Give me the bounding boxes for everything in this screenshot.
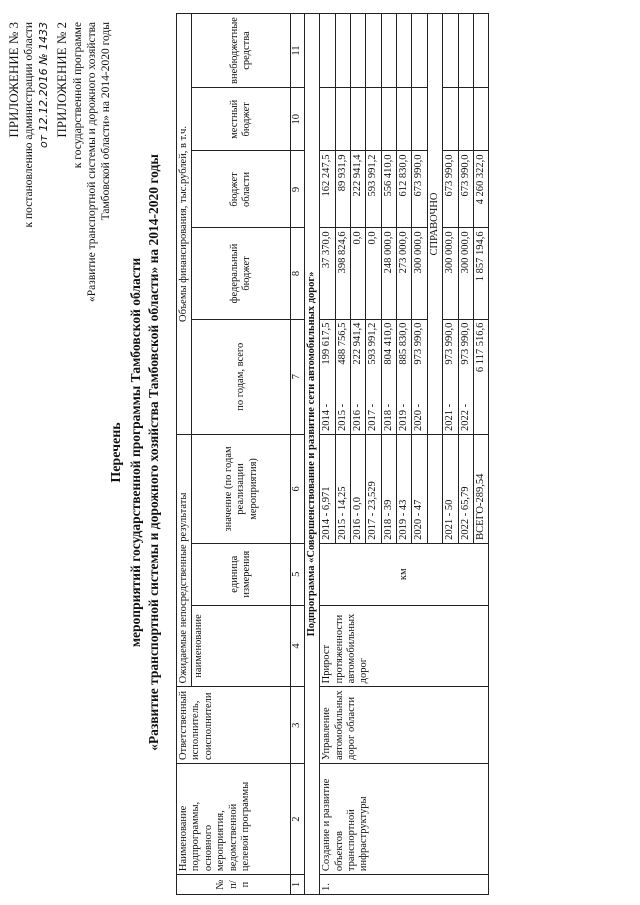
- title-line3: «Развитие транспортной системы и дорожного хозяйства Тамбовской области» на 2014-2020 годы: [146, 154, 162, 751]
- appendix-3-line2: от 12.12.2016 № 1433: [36, 22, 50, 149]
- appendix-3-title: ПРИЛОЖЕНИЕ № 3: [6, 22, 21, 138]
- year-label: 2019: [398, 409, 409, 431]
- federal-cell: 300 000,0: [412, 228, 427, 319]
- offbudget-cell: [458, 14, 473, 88]
- header-regional: бюджет области: [192, 151, 291, 228]
- total-cell: 2019 - 885 830,0: [397, 319, 412, 434]
- regional-cell: 612 830,0: [397, 151, 412, 228]
- year-label: 2016: [351, 409, 363, 431]
- col-number: 6: [291, 434, 304, 543]
- local-cell: [412, 88, 427, 151]
- regional-cell: 673 990,0: [458, 151, 473, 228]
- local-cell: [397, 88, 412, 151]
- value-cell: 2016 - 0,0: [350, 434, 365, 543]
- appendix-2-title: ПРИЛОЖЕНИЕ № 2: [54, 22, 70, 138]
- value-cell: 2018 - 39: [381, 434, 396, 543]
- total-value-label: ВСЕГО-289,54: [473, 434, 488, 543]
- col-number: 5: [291, 543, 304, 605]
- value-cell: 2014 - 6,971: [320, 434, 335, 543]
- year-label: 2022: [459, 409, 471, 431]
- appendix-header: [6, 22, 114, 302]
- regional-cell: 556 410,0: [381, 151, 396, 228]
- local-cell: [335, 88, 350, 151]
- header-funding: Объемы финансирования, тыс.рублей, в т.ч.: [177, 14, 192, 435]
- table-row: [320, 14, 335, 895]
- header-federal: федеральный бюджет: [192, 228, 291, 319]
- total-cell: 2017 - 593 991,2: [366, 319, 381, 434]
- header-unit: единица измерения: [192, 543, 291, 605]
- federal-cell: 273 000,0: [397, 228, 412, 319]
- title-line2: мероприятий государственной программы Тамбовской области: [127, 257, 143, 648]
- measures-table: [176, 13, 489, 895]
- local-cell: [443, 88, 458, 151]
- header-value: значение (по годам реализации мероприятия): [192, 434, 291, 543]
- item-result-name: Прирост протяженности автомобильных дорог: [320, 605, 489, 687]
- offbudget-cell: [412, 14, 427, 88]
- title-line1: Перечень: [109, 422, 124, 483]
- federal-cell: 0,0: [350, 228, 365, 319]
- offbudget-cell: [381, 14, 396, 88]
- federal-cell: 300 000,0: [443, 228, 458, 319]
- federal-cell: 37 370,0: [320, 228, 335, 319]
- value-cell: 2022 - 65,79: [458, 434, 473, 543]
- document-title: [108, 0, 163, 905]
- grand-regional: 4 260 322,0: [473, 151, 488, 228]
- header-num: № п/п: [177, 875, 291, 895]
- total-cell: 2016 - 222 941,4: [350, 319, 365, 434]
- regional-cell: 673 990,0: [443, 151, 458, 228]
- value-cell: [427, 434, 442, 543]
- item-unit: км: [320, 543, 489, 605]
- year-label: 2021: [444, 409, 456, 431]
- appendix-2-line2: «Развитие транспортной системы и дорожного хозяйства: [86, 22, 98, 302]
- total-value: 804 410,0: [382, 322, 394, 365]
- header-row: [177, 14, 192, 895]
- total-cell: 2018 - 804 410,0: [381, 319, 396, 434]
- column-number-row: [291, 14, 304, 895]
- total-value: 488 756,5: [336, 322, 348, 365]
- col-number: 4: [291, 605, 304, 687]
- value-cell: 2020 - 47: [412, 434, 427, 543]
- col-number: 10: [291, 88, 304, 151]
- offbudget-cell: [320, 14, 335, 88]
- total-value: 885 830,0: [398, 322, 409, 365]
- total-value: 973 990,0: [444, 322, 456, 365]
- regional-cell: 222 941,4: [350, 151, 365, 228]
- value-cell: 2019 - 43: [397, 434, 412, 543]
- header-local: местный бюджет: [192, 88, 291, 151]
- header-result-name: наименование: [192, 605, 291, 687]
- local-cell: [366, 88, 381, 151]
- col-number: 7: [291, 319, 304, 434]
- col-number: 9: [291, 151, 304, 228]
- section-row: [304, 14, 319, 895]
- header-expected-results: Ожидаемые непосредственные результаты: [177, 434, 192, 686]
- local-cell: [458, 88, 473, 151]
- year-label: 2018: [382, 409, 394, 431]
- reference-label: СПРАВОЧНО: [427, 14, 442, 435]
- regional-cell: 593 991,2: [366, 151, 381, 228]
- local-cell: [350, 88, 365, 151]
- total-cell: 2021 - 973 990,0: [443, 319, 458, 434]
- federal-cell: 248 000,0: [381, 228, 396, 319]
- col-number: 3: [291, 687, 304, 764]
- col-number: 2: [291, 764, 304, 875]
- grand-total: 6 117 516,6: [473, 319, 488, 434]
- regional-cell: 673 990,0: [412, 151, 427, 228]
- total-cell: 2015 - 488 756,5: [335, 319, 350, 434]
- value-cell: 2015 - 14,25: [335, 434, 350, 543]
- item-responsible: Управление автомобильных дорог области: [320, 687, 489, 764]
- total-value: 973 990,0: [459, 322, 471, 365]
- offbudget-cell: [335, 14, 350, 88]
- offbudget-cell: [397, 14, 412, 88]
- total-value: 593 991,2: [367, 322, 379, 365]
- local-cell: [320, 88, 335, 151]
- appendix-2-line1: к государственной программе: [71, 22, 84, 169]
- federal-cell: 0,0: [366, 228, 381, 319]
- appendix-3-line1: к постановлению администрации области: [23, 22, 36, 228]
- offbudget-cell: [350, 14, 365, 88]
- total-cell: 2022 - 973 990,0: [458, 319, 473, 434]
- total-value: 222 941,4: [351, 322, 363, 365]
- section-title: Подпрограмма «Совершенствование и развитие сети автомобильных дорог»: [304, 14, 319, 895]
- year-label: 2020: [413, 409, 425, 431]
- item-name: Создание и развитие объектов транспортной инфраструктуры: [320, 764, 489, 875]
- regional-cell: 162 247,5: [320, 151, 335, 228]
- local-cell: [473, 88, 488, 151]
- header-total: по годам, всего: [192, 319, 291, 434]
- grand-federal: 1 857 194,6: [473, 228, 488, 319]
- offbudget-cell: [366, 14, 381, 88]
- year-label: 2015: [336, 409, 348, 431]
- local-cell: [381, 88, 396, 151]
- federal-cell: 300 000,0: [458, 228, 473, 319]
- item-num: 1.: [320, 875, 489, 895]
- total-value: 199 617,5: [321, 322, 333, 365]
- header-offbudget: внебюджетные средства: [192, 14, 291, 88]
- regional-cell: 89 931,9: [335, 151, 350, 228]
- header-name: Наименование подпрограммы, основного мероприятия, ведомственной целевой программы: [177, 764, 291, 875]
- col-number: 8: [291, 228, 304, 319]
- year-label: 2017: [367, 409, 379, 431]
- offbudget-cell: [443, 14, 458, 88]
- header-responsible: Ответственный исполнитель, соисполнители: [177, 687, 291, 764]
- total-cell: 2020 - 973 990,0: [412, 319, 427, 434]
- federal-cell: 398 824,6: [335, 228, 350, 319]
- total-cell: 2014 - 199 617,5: [320, 319, 335, 434]
- year-label: 2014: [321, 409, 333, 431]
- value-cell: 2017 - 23,529: [366, 434, 381, 543]
- value-cell: 2021 - 50: [443, 434, 458, 543]
- total-value: 973 990,0: [413, 322, 425, 365]
- offbudget-cell: [473, 14, 488, 88]
- col-number: 11: [291, 14, 304, 88]
- appendix-2-line3: Тамбовской области» на 2014-2020 годы: [100, 22, 113, 221]
- col-number: 1: [291, 875, 304, 895]
